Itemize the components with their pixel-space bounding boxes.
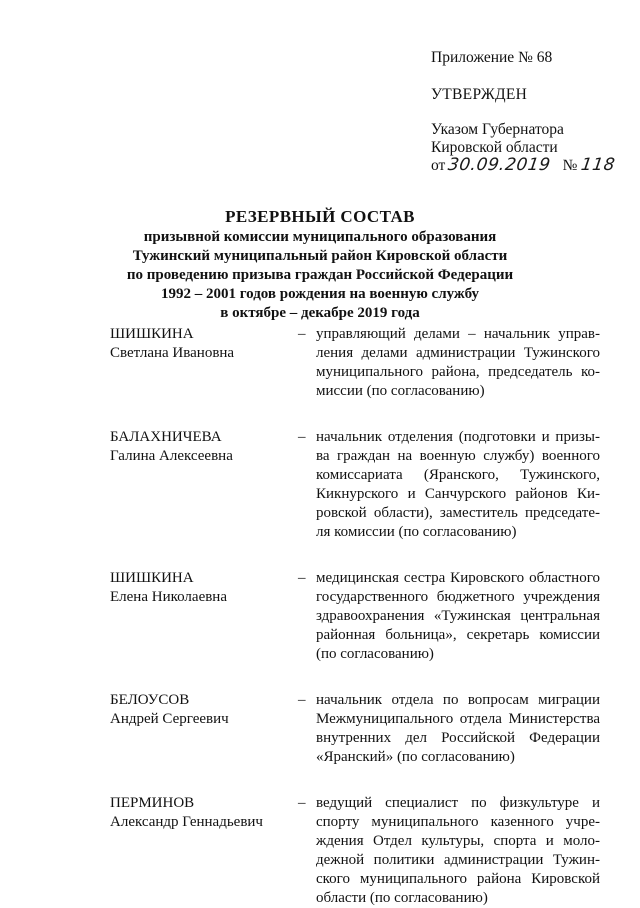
role-line: области (по согласованию) (316, 890, 488, 906)
title-main: РЕЗЕРВНЫЙ СОСТАВ (225, 207, 415, 226)
number-sign: № (562, 157, 578, 174)
member-name (110, 794, 290, 832)
title-line: Тужинский муниципальный район Кировской области (132, 248, 508, 264)
member-given-name: Галина Алексеевна (110, 448, 233, 464)
role-line: начальник отдела по вопросам миграции (316, 692, 600, 708)
member-surname: ПЕРМИНОВ (110, 795, 195, 811)
member-surname: ШИШКИНА (110, 326, 194, 342)
role-line: ского муниципального района Кировской (316, 871, 600, 887)
role-line: государственного бюджетного учреждения (316, 589, 600, 605)
role-line: районная больница», секретарь комиссии (316, 627, 600, 643)
role-line: ждения Отдел культуры, спорта и моло- (316, 833, 600, 849)
member-surname: ШИШКИНА (110, 570, 194, 586)
member-role (316, 691, 600, 767)
title-line: призывной комиссии муниципального образования (143, 229, 497, 245)
role-line: миссии (по согласованию) (316, 383, 485, 399)
member-role (316, 325, 600, 401)
member-list (110, 325, 600, 908)
role-line: ля комиссии (по согласованию) (316, 524, 517, 540)
role-line: медицинская сестра Кировского областного (316, 570, 600, 586)
member-entry (110, 428, 600, 542)
member-entry (110, 794, 600, 908)
role-line: ровской области), заместитель председате- (316, 505, 600, 521)
dash-separator: – (298, 326, 306, 342)
member-given-name: Андрей Сергеевич (110, 711, 229, 727)
handwritten-number: 118 (580, 155, 617, 175)
role-line: (по согласованию) (316, 646, 434, 662)
date-prefix: от (431, 157, 446, 174)
role-line: «Яранский» (по согласованию) (316, 749, 515, 765)
role-line: начальник отделения (подготовки и призы- (316, 429, 600, 445)
member-name (110, 428, 290, 466)
member-name (110, 325, 290, 363)
role-line: внутренних дел Российской Федерации (316, 730, 600, 746)
member-role (316, 569, 600, 664)
role-line: ведущий специалист по физкультуре и (316, 795, 600, 811)
member-entry (110, 325, 600, 401)
member-surname: БЕЛОУСОВ (110, 692, 190, 708)
member-role (316, 794, 600, 908)
role-line: управляющий делами – начальник управ- (316, 326, 600, 342)
role-line: здравоохранения «Тужинская центральная (316, 608, 600, 624)
title-line: 1992 – 2001 годов рождения на военную службу (160, 286, 480, 302)
role-line: муниципального района, председатель ко- (316, 364, 600, 380)
member-given-name: Елена Николаевна (110, 589, 227, 605)
dash-separator: – (298, 692, 306, 708)
member-given-name: Светлана Ивановна (110, 345, 235, 361)
role-line: дежной политики администрации Тужин- (316, 852, 600, 868)
dash-separator: – (298, 795, 306, 811)
role-line: ления делами администрации Тужинского (316, 345, 600, 361)
document-title (100, 206, 540, 323)
member-surname: БАЛАХНИЧЕВА (110, 429, 222, 445)
role-line: спорту муниципального казенного учре- (316, 814, 600, 830)
role-line: Межмуниципального отдела Министерства (316, 711, 600, 727)
handwritten-date: 30.09.2019 (446, 155, 553, 175)
title-line: по проведению призыва граждан Российской Федерации (126, 267, 514, 283)
member-entry (110, 569, 600, 664)
member-given-name: Александр Геннадьевич (110, 814, 263, 830)
decree-line-1: Указом Губернатора (431, 121, 564, 138)
dash-separator: – (298, 429, 306, 445)
role-line: Кикнурского и Санчурского районов Ки- (316, 486, 600, 502)
dash-separator: – (298, 570, 306, 586)
role-line: комиссариата (Яранского, Тужинского, (316, 467, 600, 483)
role-line: ва граждан на военную службу) военного (316, 448, 600, 464)
appendix-number: Приложение № 68 (431, 49, 553, 66)
title-line: в октябре – декабре 2019 года (220, 305, 420, 321)
member-role (316, 428, 600, 542)
decree-line-2: Кировской области (431, 139, 558, 156)
decree-date-line (431, 156, 615, 175)
member-entry (110, 691, 600, 767)
member-name (110, 569, 290, 607)
approved-stamp-text: УТВЕРЖДЕН (431, 86, 528, 103)
member-name (110, 691, 290, 729)
